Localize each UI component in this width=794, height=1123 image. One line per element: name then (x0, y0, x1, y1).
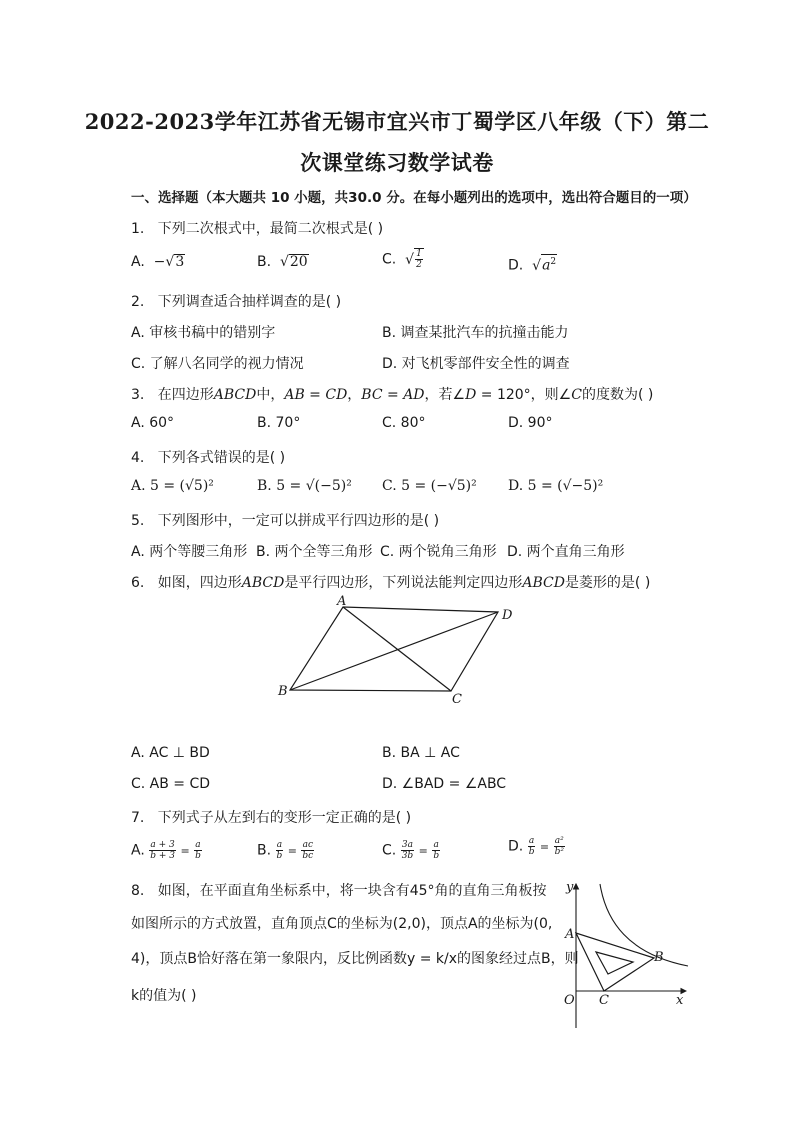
fraction-numerator: 3a (401, 840, 413, 850)
q1-option-d (508, 254, 557, 274)
question-stem: 下列二次根式中，最简二次根式是( ) (157, 221, 384, 237)
q7-option-d: D. $\frac{a}{b}$ = $\frac{\text{a²}}{\text{b²}}$ (508, 836, 564, 857)
q4-option-d: D. 5 = (√−5)² (508, 478, 604, 494)
fraction-numerator: a (433, 840, 439, 850)
option-label: A. (131, 842, 145, 859)
option-label: C. (382, 251, 397, 268)
question-stem: 下列调查适合抽样调查的是( ) (157, 294, 342, 310)
question-number: 7. (131, 810, 145, 826)
label-a: A (565, 927, 575, 942)
label-c: C (599, 993, 609, 1008)
question-number: 1. (131, 221, 145, 237)
q1-option-b (257, 254, 309, 270)
question-8 (131, 880, 547, 900)
q5-option-c: C. 两个锐角三角形 (380, 544, 497, 560)
q5-option-d: D. 两个直角三角形 (507, 544, 625, 560)
q4-option-c: C. 5 = (−√5)² (382, 478, 477, 494)
fraction-denominator: b (276, 851, 283, 861)
stem-text: ，若∠ (424, 387, 466, 403)
option-label: A. (131, 254, 145, 270)
question-8-line-2: 如图所示的方式放置，直角顶点C的坐标为(2,0)，顶点A的坐标为(0, (131, 916, 553, 932)
q7-option-a: A. $\frac{a + 3}{b + 3}$ = $\frac{a}{b}$ (131, 840, 201, 861)
question-stem-line: 如图，在平面直角坐标系中，将一块含有45°角的直角三角板按 (157, 883, 547, 899)
stem-math: ABCD (213, 387, 257, 403)
q3-option-d: D. 90° (508, 415, 553, 431)
fraction-denominator: 3b (401, 851, 414, 861)
question-2 (131, 291, 341, 311)
label-o: O (564, 993, 575, 1008)
hyperbola-curve (600, 884, 688, 966)
q6-option-a: A. AC ⊥ BD (131, 745, 210, 761)
question-4 (131, 447, 285, 467)
math-expression: √ $\frac{1}{2}$ (400, 249, 422, 270)
q2-option-c: C. 了解八名同学的视力情况 (131, 356, 304, 372)
page-title-line2: 次课堂练习数学试卷 (300, 150, 494, 175)
label-a: A (337, 595, 347, 609)
fraction-numerator: a + 3 (150, 840, 175, 850)
stem-text: 中， (256, 387, 285, 403)
diagonal-bd (290, 612, 498, 690)
q5-option-a: A. 两个等腰三角形 (131, 544, 248, 560)
math-expression: $√a^2$ (528, 258, 557, 274)
q4-option-b: B. 5 = √(−5)² (257, 478, 352, 494)
q2-option-b: B. 调查某批汽车的抗撞击能力 (382, 325, 569, 341)
question-3 (131, 384, 653, 404)
fraction-numerator: a (276, 840, 283, 850)
diagonal-ac (343, 607, 451, 691)
question-number: 5. (131, 513, 145, 529)
q1-option-c (382, 248, 424, 270)
question-number: 6. (131, 575, 145, 591)
question-number: 4. (131, 450, 145, 466)
label-b: B (654, 950, 664, 965)
fraction-denominator: b² (554, 847, 564, 857)
fraction-numerator: a² (554, 836, 564, 846)
q4-option-a: A. 5 = (√5)² (131, 478, 214, 494)
fraction-denominator: bc (302, 851, 314, 861)
q7-option-c: C. $\frac{3a}{3b}$ = $\frac{a}{b}$ (382, 840, 440, 861)
coordinate-figure (556, 876, 692, 1032)
page-title-line1: 2022-2023学年江苏省无锡市宜兴市丁蜀学区八年级（下）第二 (84, 109, 710, 134)
q1-option-a (131, 254, 185, 270)
stem-text: 是平行四边形，下列说法能判定四边形 (284, 575, 523, 591)
fraction-numerator: a (528, 836, 535, 846)
option-label: B. (257, 254, 272, 270)
math-expression: √20 (275, 254, 308, 270)
q7-option-b: B. $\frac{a}{b}$ = $\frac{ac}{bc}$ (257, 840, 314, 861)
fraction-denominator: b (528, 847, 535, 857)
question-stem: 下列图形中，一定可以拼成平行四边形的是( ) (157, 513, 440, 529)
label-d: D (502, 608, 513, 623)
stem-text: 是菱形的是( ) (564, 575, 651, 591)
label-c: C (452, 692, 462, 707)
fraction-numerator: ac (302, 840, 314, 850)
stem-text: 如图，四边形 (157, 575, 242, 591)
question-number: 8. (131, 883, 145, 899)
stem-math: C (571, 387, 582, 403)
fraction-denominator: b (195, 851, 201, 861)
question-5 (131, 510, 439, 530)
q6-option-b: B. BA ⊥ AC (382, 745, 460, 761)
option-label: C. (382, 842, 397, 859)
option-label: D. (508, 257, 524, 274)
fraction-denominator: b (433, 851, 440, 861)
set-square-outer (576, 933, 654, 991)
q3-option-c: C. 80° (382, 415, 426, 431)
fraction-numerator: a (195, 840, 201, 850)
option-label: D. (508, 838, 524, 855)
option-label: B. (257, 842, 272, 859)
q3-option-a: A. 60° (131, 415, 175, 431)
stem-text: 在四边形 (157, 387, 214, 403)
question-1 (131, 218, 383, 238)
stem-math: BC = AD (361, 387, 425, 403)
set-square-inner (596, 952, 633, 974)
stem-text: 的度数为( ) (581, 387, 654, 403)
question-7 (131, 807, 411, 827)
label-y: y (566, 880, 574, 895)
stem-math: ABCD (522, 575, 565, 591)
stem-math: D (465, 387, 477, 403)
section-header: 一、选择题（本大题共 10 小题，共30.0 分。在每小题列出的选项中，选出符合题目的一项） (131, 190, 697, 206)
stem-math: ABCD (241, 575, 285, 591)
question-number: 3. (131, 387, 145, 403)
stem-text: ， (347, 387, 362, 403)
parallelogram-figure (270, 595, 530, 707)
math-expression: −√3 (149, 254, 185, 270)
q6-option-c: C. AB = CD (131, 776, 211, 792)
label-x: x (676, 993, 684, 1008)
question-stem: 下列式子从左到右的变形一定正确的是( ) (157, 810, 412, 826)
question-8-line-4: k的值为( ) (131, 988, 197, 1004)
fraction-denominator: b + 3 (150, 851, 175, 861)
q3-option-b: B. 70° (257, 415, 301, 431)
q2-option-a: A. 审核书稿中的错别字 (131, 325, 276, 341)
stem-text: = 120°，则∠ (476, 387, 572, 403)
q6-option-d: D. ∠BAD = ∠ABC (382, 776, 507, 792)
question-stem: 下列各式错误的是( ) (157, 450, 286, 466)
question-number: 2. (131, 294, 145, 310)
q2-option-d: D. 对飞机零部件安全性的调查 (382, 356, 570, 372)
stem-math: AB = CD (284, 387, 348, 403)
question-6 (131, 572, 650, 592)
q5-option-b: B. 两个全等三角形 (256, 544, 373, 560)
question-8-line-3: 4)，顶点B恰好落在第一象限内，反比例函数y = k/x的图象经过点B，则 (131, 951, 579, 967)
label-b: B (278, 684, 288, 699)
